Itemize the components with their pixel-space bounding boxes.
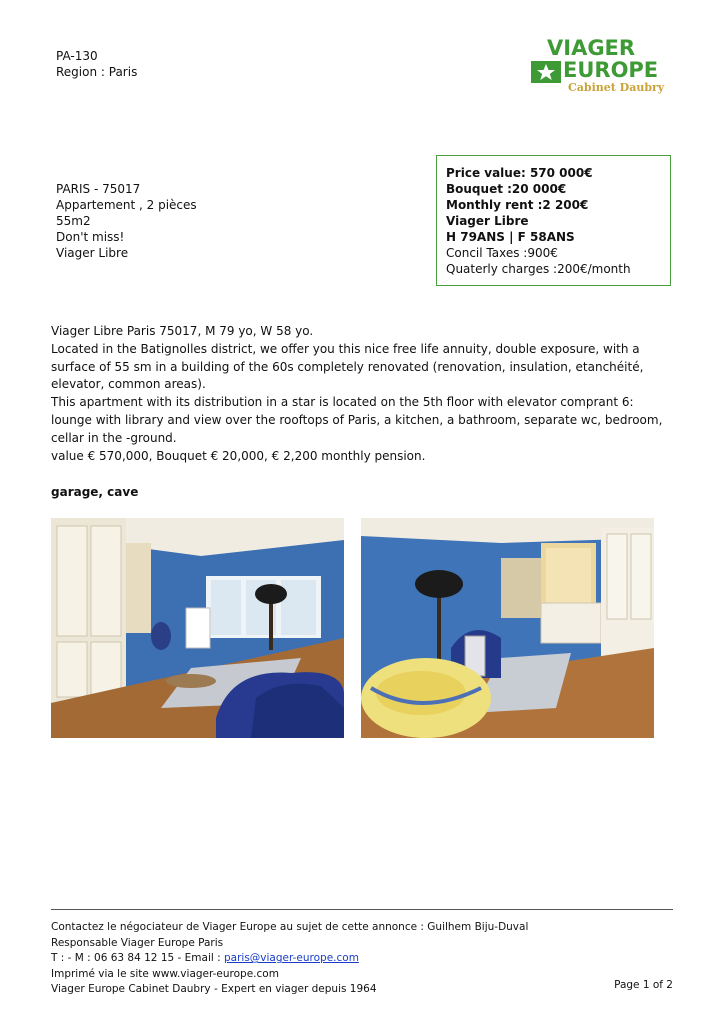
viager-type: Viager Libre xyxy=(446,214,529,228)
summary-line: Don't miss! xyxy=(56,230,125,244)
email-link[interactable]: paris@viager-europe.com xyxy=(224,952,359,965)
description-line: cellar in the -ground. xyxy=(51,430,177,445)
footer-printed: Imprimé via le site www.viager-europe.com xyxy=(51,967,279,980)
logo-tagline: Cabinet Daubry xyxy=(568,81,665,94)
logo-graphic xyxy=(528,36,670,96)
logo-text-europe: EUROPE xyxy=(563,58,659,82)
footer xyxy=(51,920,673,998)
council-taxes: Concil Taxes :900€ xyxy=(446,246,558,260)
listing-region: Region : Paris xyxy=(56,65,138,79)
description xyxy=(51,323,681,465)
footer-tagline: Viager Europe Cabinet Daubry - Expert en viager depuis 1964 xyxy=(51,983,377,996)
logo-text-viager: VIAGER xyxy=(547,36,636,60)
quarterly-charges: Quaterly charges :200€/month xyxy=(446,262,631,276)
features: garage, cave xyxy=(51,485,139,499)
property-summary xyxy=(56,181,197,261)
footer-phone-line xyxy=(51,951,673,967)
bouquet-value: Bouquet :20 000€ xyxy=(446,182,567,196)
footer-phone: T : - M : 06 63 84 12 15 - Email : xyxy=(51,952,224,965)
description-line: elevator, common areas). xyxy=(51,377,206,392)
dining-area-illustration xyxy=(361,518,654,738)
description-line: lounge with library and view over the rooftops of Paris, a kitchen, a bathroom, separate wc, bedroom, xyxy=(51,412,663,427)
summary-line: PARIS - 75017 xyxy=(56,182,141,196)
description-line: This apartment with its distribution in a star is located on the 5th floor with elevator comprant 6: xyxy=(51,395,634,410)
listing-header xyxy=(56,48,137,80)
listing-reference: PA-130 xyxy=(56,49,98,63)
footer-divider xyxy=(51,909,673,910)
page-number: Page 1 of 2 xyxy=(614,979,673,991)
monthly-rent-value: Monthly rent :2 200€ xyxy=(446,198,589,212)
summary-line: Viager Libre xyxy=(56,246,129,260)
occupant-ages: H 79ANS | F 58ANS xyxy=(446,230,575,244)
footer-role: Responsable Viager Europe Paris xyxy=(51,936,224,949)
description-line: Viager Libre Paris 75017, M 79 yo, W 58 yo. xyxy=(51,324,314,338)
price-box xyxy=(436,155,671,286)
summary-line: Appartement , 2 pièces xyxy=(56,198,197,212)
description-line: Located in the Batignolles district, we offer you this nice free life annuity, double exposure, with a xyxy=(51,341,640,356)
description-line: surface of 55 sm in a building of the 60s completely renovated (renovation, insulation, etanchéité, xyxy=(51,359,644,374)
footer-contact: Contactez le négociateur de Viager Europe au sujet de cette annonce : Guilhem Biju-Duval xyxy=(51,921,529,933)
summary-line: 55m2 xyxy=(56,214,91,228)
description-line: value € 570,000, Bouquet € 20,000, € 2,200 monthly pension. xyxy=(51,448,426,463)
living-room-illustration xyxy=(51,518,344,738)
price-value: Price value: 570 000€ xyxy=(446,166,593,180)
viager-europe-logo xyxy=(528,36,670,96)
living-room-photo xyxy=(51,518,344,738)
dining-area-photo xyxy=(361,518,654,738)
